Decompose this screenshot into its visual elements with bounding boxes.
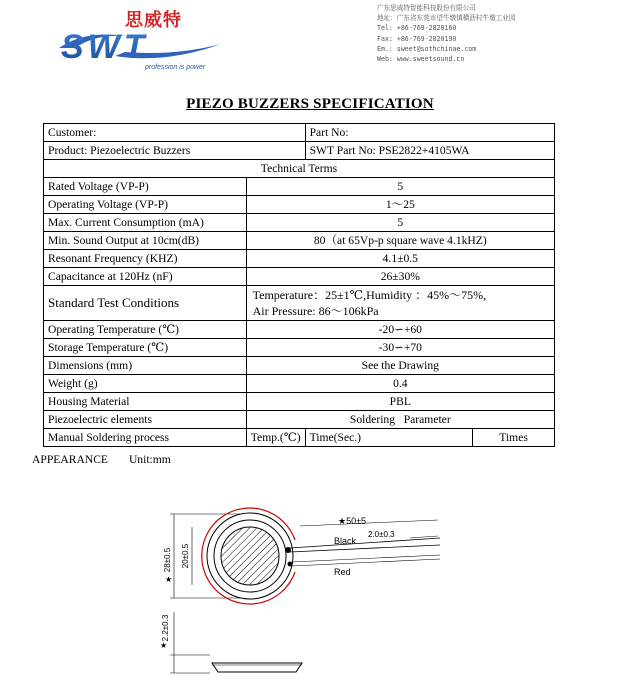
time-column-header: Time(Sec.) — [305, 429, 473, 447]
contact-line: Em.: sweet@sothchinae.com — [377, 44, 477, 53]
table-row — [44, 375, 555, 393]
manual-soldering-label: Manual Soldering process — [44, 429, 247, 447]
table-row — [44, 339, 555, 357]
times-column-header: Times — [473, 429, 555, 447]
table-row — [44, 429, 555, 447]
contact-block — [377, 3, 515, 64]
black-wire — [290, 538, 440, 548]
solder-point — [288, 562, 293, 567]
table-row — [44, 286, 555, 321]
param-label: Max. Current Consumption (mA) — [44, 214, 247, 232]
table-row — [44, 124, 555, 142]
dim-inner-diameter: 20±0.5 — [181, 543, 190, 569]
std-test-line: Air Pressure: 86～106kPa — [252, 304, 379, 318]
table-row — [44, 214, 555, 232]
param-label: Resonant Frequency (KHZ) — [44, 250, 247, 268]
brand-tagline: profession is power — [145, 64, 206, 71]
table-row — [44, 250, 555, 268]
table-row — [44, 357, 555, 375]
param-label: Weight (g) — [44, 375, 247, 393]
param-value: 4.1±0.5 — [246, 250, 554, 268]
param-label: Housing Material — [44, 393, 247, 411]
param-value: 1～25 — [246, 196, 554, 214]
param-label: Min. Sound Output at 10cm(dB) — [44, 232, 247, 250]
param-value: -20∽+60 — [246, 321, 554, 339]
contact-line: Fax: +86-769-2820190 — [377, 34, 457, 43]
dim-line — [410, 536, 438, 538]
param-value: 80（at 65Vp-p square wave 4.1kHZ) — [246, 232, 554, 250]
dim-pin-strip: 2.0±0.3 — [368, 530, 395, 539]
piezo-label: Piezoelectric elements — [44, 411, 247, 429]
param-label: Capacitance at 120Hz (nF) — [44, 268, 247, 286]
table-row — [44, 268, 555, 286]
ceramic-element — [221, 527, 279, 585]
param-label: Operating Temperature (℃) — [44, 321, 247, 339]
red-wire — [292, 559, 440, 566]
table-row — [44, 160, 555, 178]
param-value: See the Drawing — [246, 357, 554, 375]
appearance-label: APPEARANCE — [32, 453, 109, 466]
param-value: 5 — [246, 214, 554, 232]
contact-line: Web: www.sweetsound.cn — [377, 55, 465, 64]
part-no-cell: Part No: — [305, 124, 554, 142]
contact-line: 地址：广东省东莞市望牛墩镇横沥村牛墩工业园 — [377, 14, 516, 23]
dim-line — [300, 520, 438, 526]
std-test-value — [246, 286, 554, 321]
table-row — [44, 142, 555, 160]
side-view-body — [212, 663, 302, 672]
param-label: Storage Temperature (℃) — [44, 339, 247, 357]
black-wire — [290, 545, 440, 552]
red-wire — [292, 555, 440, 562]
wire-label-red: Red — [334, 567, 351, 577]
param-label: Dimensions (mm) — [44, 357, 247, 375]
param-label: Operating Voltage (VP-P) — [44, 196, 247, 214]
param-value: 5 — [246, 178, 554, 196]
brand-chinese-name: 思威特 — [125, 10, 182, 31]
table-row — [44, 178, 555, 196]
param-value: 26±30% — [246, 268, 554, 286]
dim-lead-length: ★50±5 — [338, 516, 367, 526]
std-test-label: Standard Test Conditions — [44, 286, 247, 321]
temp-column-header: Temp.(℃) — [246, 429, 305, 447]
document-title: PIEZO BUZZERS SPECIFICATION — [186, 96, 434, 112]
wire-label-black: Black — [334, 536, 357, 546]
swt-part-cell: SWT Part No: PSE2822+4105WA — [305, 142, 554, 160]
company-logo — [55, 6, 235, 76]
soldering-parameter-heading: Soldering Parameter — [246, 411, 554, 429]
swt-logo-icon — [55, 26, 225, 64]
appearance-heading — [32, 453, 189, 466]
param-label: Rated Voltage (VP-P) — [44, 178, 247, 196]
svg-text:SWT: SWT — [61, 28, 149, 64]
star-mark: ★ — [165, 575, 173, 584]
param-value: 0.4 — [246, 375, 554, 393]
spec-table — [43, 123, 555, 447]
dim-height: 2.2±0.3 — [161, 614, 170, 642]
param-value: -30∽+70 — [246, 339, 554, 357]
buzzer-drawing — [150, 500, 450, 685]
contact-line: 广东思威特智能科技股份有限公司 — [377, 4, 476, 12]
product-cell: Product: Piezoelectric Buzzers — [44, 142, 306, 160]
table-row — [44, 393, 555, 411]
contact-line: Tel: +86-769-2820160 — [377, 24, 457, 33]
table-row — [44, 321, 555, 339]
param-value: PBL — [246, 393, 554, 411]
technical-terms-heading: Technical Terms — [44, 160, 555, 178]
dim-outer-diameter: 28±0.5 — [163, 547, 172, 573]
unit-label: Unit:mm — [128, 453, 171, 466]
table-row — [44, 411, 555, 429]
table-row — [44, 232, 555, 250]
table-row — [44, 196, 555, 214]
customer-cell: Customer: — [44, 124, 306, 142]
std-test-line: Temperature：25±1℃,Humidity ：45%～75%, — [252, 288, 487, 302]
star-mark: ★ — [160, 641, 168, 650]
